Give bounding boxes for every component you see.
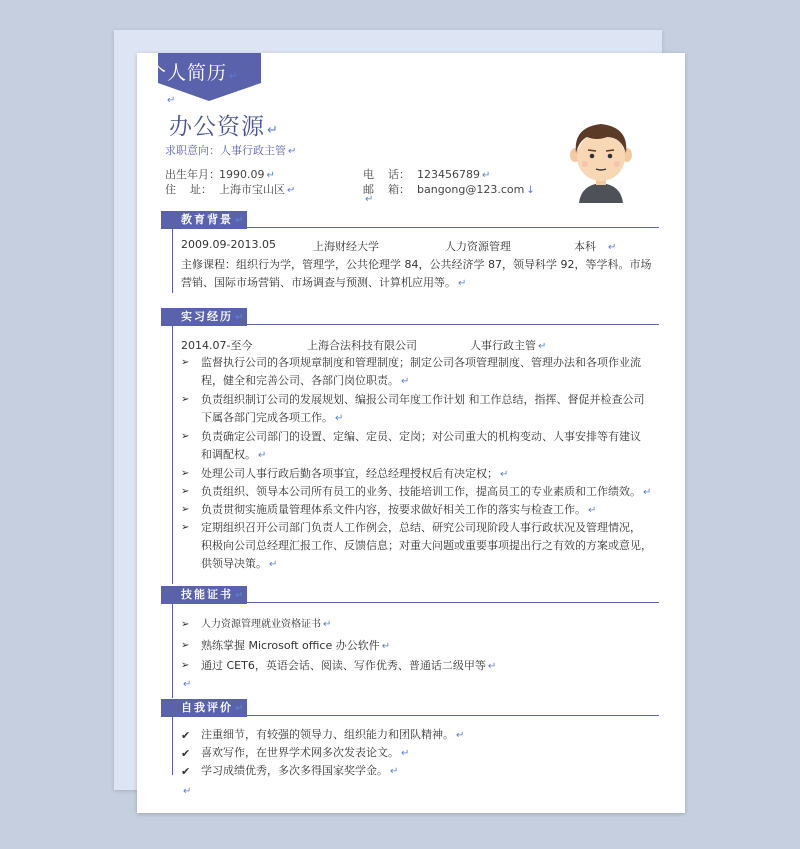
paragraph-mark: ↵: [365, 194, 374, 205]
arrow-bullet-icon: ➢: [181, 394, 190, 405]
internship-company: 上海合法科技有限公司: [307, 339, 417, 352]
paragraph-mark: ↵: [183, 679, 192, 690]
section-vertical-line: [172, 604, 173, 698]
arrow-bullet-icon: ➢: [181, 660, 190, 671]
education-degree: 本科 ↵: [574, 240, 617, 253]
list-item: 学习成绩优秀，多次多得国家奖学金。 ↵: [201, 764, 399, 777]
section-divider: [247, 602, 659, 603]
list-item: 通过 CET6，英语会话、阅读、写作优秀、普通话二级甲等 ↵: [201, 659, 497, 672]
section-vertical-line: [172, 229, 173, 293]
address-info: 住 址： 上海市宝山区 ↵: [165, 183, 296, 196]
phone-info: 电 话： 123456789 ↵: [363, 168, 491, 181]
education-dates: 2009.09-2013.05: [181, 238, 276, 251]
candidate-name: 办公资源 ↵: [169, 114, 279, 140]
avatar: [559, 119, 643, 203]
email-info[interactable]: 邮 箱： bangong@123.com ↓: [363, 183, 535, 196]
list-item: 处理公司人事行政后勤各项事宜，经总经理授权后有决定权； ↵: [201, 467, 509, 480]
arrow-bullet-icon: ➢: [181, 522, 190, 533]
section-skills-title: 技能证书 ↵: [161, 586, 247, 604]
section-education-title: 教育背景 ↵: [161, 211, 247, 229]
arrow-bullet-icon: ➢: [181, 468, 190, 479]
list-item: 负责贯彻实施质量管理体系文件内容，按要求做好相关工作的落实与检查工作。 ↵: [201, 503, 597, 516]
check-bullet-icon: ✔: [181, 747, 191, 760]
arrow-bullet-icon: ➢: [181, 619, 190, 630]
internship-position: 人事行政主管 ↵: [470, 339, 547, 352]
list-item: 喜欢写作，在世界学术网多次发表论文。 ↵: [201, 746, 410, 759]
arrow-bullet-icon: ➢: [181, 640, 190, 651]
birth-info: 出生年月：1990.09 ↵: [165, 168, 275, 181]
check-bullet-icon: ✔: [181, 765, 191, 778]
section-vertical-line: [172, 326, 173, 584]
section-self-eval-title: 自我评价 ↵: [161, 699, 247, 717]
list-item: 监督执行公司的各项规章制度和管理制度；制定公司各项管理制度、管理办法和各项作业流 程，健全和完善公司、各部门岗位职责。 ↵: [201, 356, 641, 387]
list-item: 注重细节，有较强的领导力、组织能力和团队精神。 ↵: [201, 728, 465, 741]
arrow-bullet-icon: ➢: [181, 357, 190, 368]
paragraph-mark: ↵: [183, 786, 192, 797]
list-item: 定期组织召开公司部门负责人工作例会，总结、研究公司现阶段人事行政状况及管理情况， 积极向公司总经理汇报工作、反馈信息；对重大问题或重要事项提出行之有效的方案或意见， 供领导决策。 ↵: [201, 521, 652, 570]
job-objective: 求职意向：人事行政主管 ↵: [165, 144, 297, 157]
resume-page: [137, 53, 685, 813]
list-item: 负责确定公司部门的设置、定编、定员、定岗；对公司重大的机构变动、人事安排等有建议 和调配权。 ↵: [201, 430, 641, 461]
list-item: 熟练掌握 Microsoft office 办公软件 ↵: [201, 639, 391, 652]
check-bullet-icon: ✔: [181, 729, 191, 742]
section-divider: [247, 715, 659, 716]
internship-dates: 2014.07-至今: [181, 339, 253, 352]
paragraph-mark: ↵: [167, 95, 176, 106]
list-item: 负责组织、领导本公司所有员工的业务、技能培训工作，提高员工的专业素质和工作绩效。 ↵: [201, 485, 652, 498]
education-school: 上海财经大学: [313, 240, 379, 253]
education-courses: 主修课程：组织行为学，管理学，公共伦理学 84，公共经济学 87，领导科学 92，等学科。市场 营销、国际市场营销、市场调查与预测、计算机应用等。 ↵: [181, 258, 652, 289]
arrow-bullet-icon: ➢: [181, 504, 190, 515]
section-divider: [247, 227, 659, 228]
resume-title: 个人简历 ↵: [147, 62, 239, 84]
list-item: 负责组织制订公司的发展规划、编报公司年度工作计划 和工作总结，指挥、督促并检查公司 下属各部门完成各项工作。 ↵: [201, 393, 645, 424]
section-vertical-line: [172, 717, 173, 775]
list-item: 人力资源管理就业资格证书 ↵: [201, 619, 332, 630]
education-major: 人力资源管理: [445, 240, 511, 253]
arrow-bullet-icon: ➢: [181, 486, 190, 497]
section-internship-title: 实习经历 ↵: [161, 308, 247, 326]
arrow-bullet-icon: ➢: [181, 431, 190, 442]
section-divider: [247, 324, 659, 325]
